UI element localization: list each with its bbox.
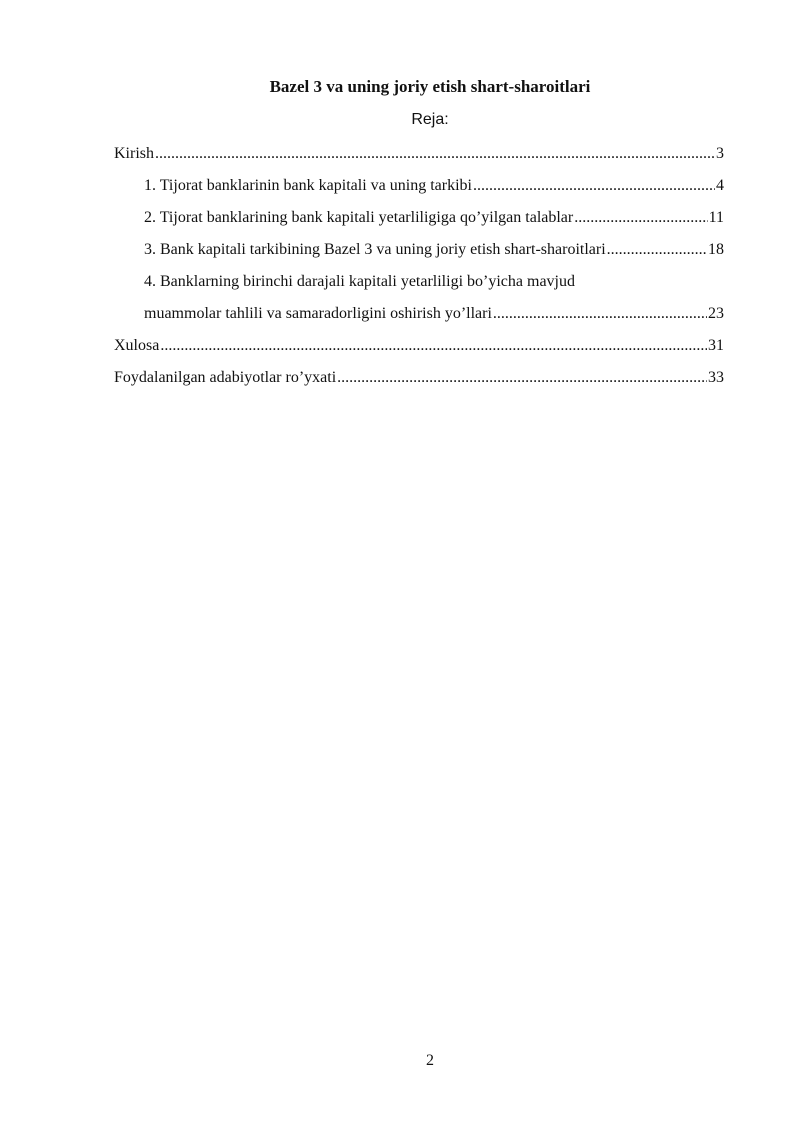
toc-entry-section-2 [114,207,724,239]
toc-entry-page: 18 [708,241,724,258]
toc-entry-section-4-line2 [114,303,724,335]
toc-entry-page: 23 [708,305,724,322]
plan-heading: Reja: [411,111,449,128]
toc-entry-page: 33 [708,369,724,386]
toc-entry-page: 4 [716,177,724,194]
document-title: Bazel 3 va uning joriy etish shart-sharoitlari [269,77,591,96]
toc-leader-dots [155,143,715,165]
toc-entry-text: 3. Bank kapitali tarkibining Bazel 3 va uning joriy etish shart-sharoitlari [144,241,606,258]
toc-entry-introduction [114,143,724,175]
toc-leader-dots [473,175,715,197]
toc-entry-section-3 [114,239,724,271]
toc-leader-dots [574,207,707,229]
toc-leader-dots [337,367,707,389]
toc-entry-text: 4. Banklarning birinchi darajali kapitali yetarliligi bo’yicha mavjud [144,273,575,290]
toc-entry-text: Foydalanilgan adabiyotlar ro’yxati [114,369,337,386]
toc-leader-dots [160,335,707,357]
toc-entry-section-4-line1 [114,271,724,303]
toc-entry-text: muammolar tahlili va samaradorligini oshirish yo’llari [144,305,492,322]
toc-entry-section-1 [114,175,724,207]
toc-entry-text: 2. Tijorat banklarining bank kapitali yetarliligiga qo’yilgan talablar [144,209,574,226]
toc-entry-text: Xulosa [114,337,160,354]
toc-entry-conclusion [114,335,724,367]
toc-entry-page: 11 [708,209,724,226]
page-number: 2 [426,1052,434,1069]
toc-entry-references [114,367,724,399]
toc-leader-dots [493,303,707,325]
toc-entry-text: 1. Tijorat banklarinin bank kapitali va uning tarkibi [144,177,472,194]
toc-entry-page: 31 [708,337,724,354]
toc-entry-text: Kirish [114,145,154,162]
table-of-contents [114,143,724,399]
toc-leader-dots [607,239,707,261]
toc-entry-page: 3 [716,145,724,162]
